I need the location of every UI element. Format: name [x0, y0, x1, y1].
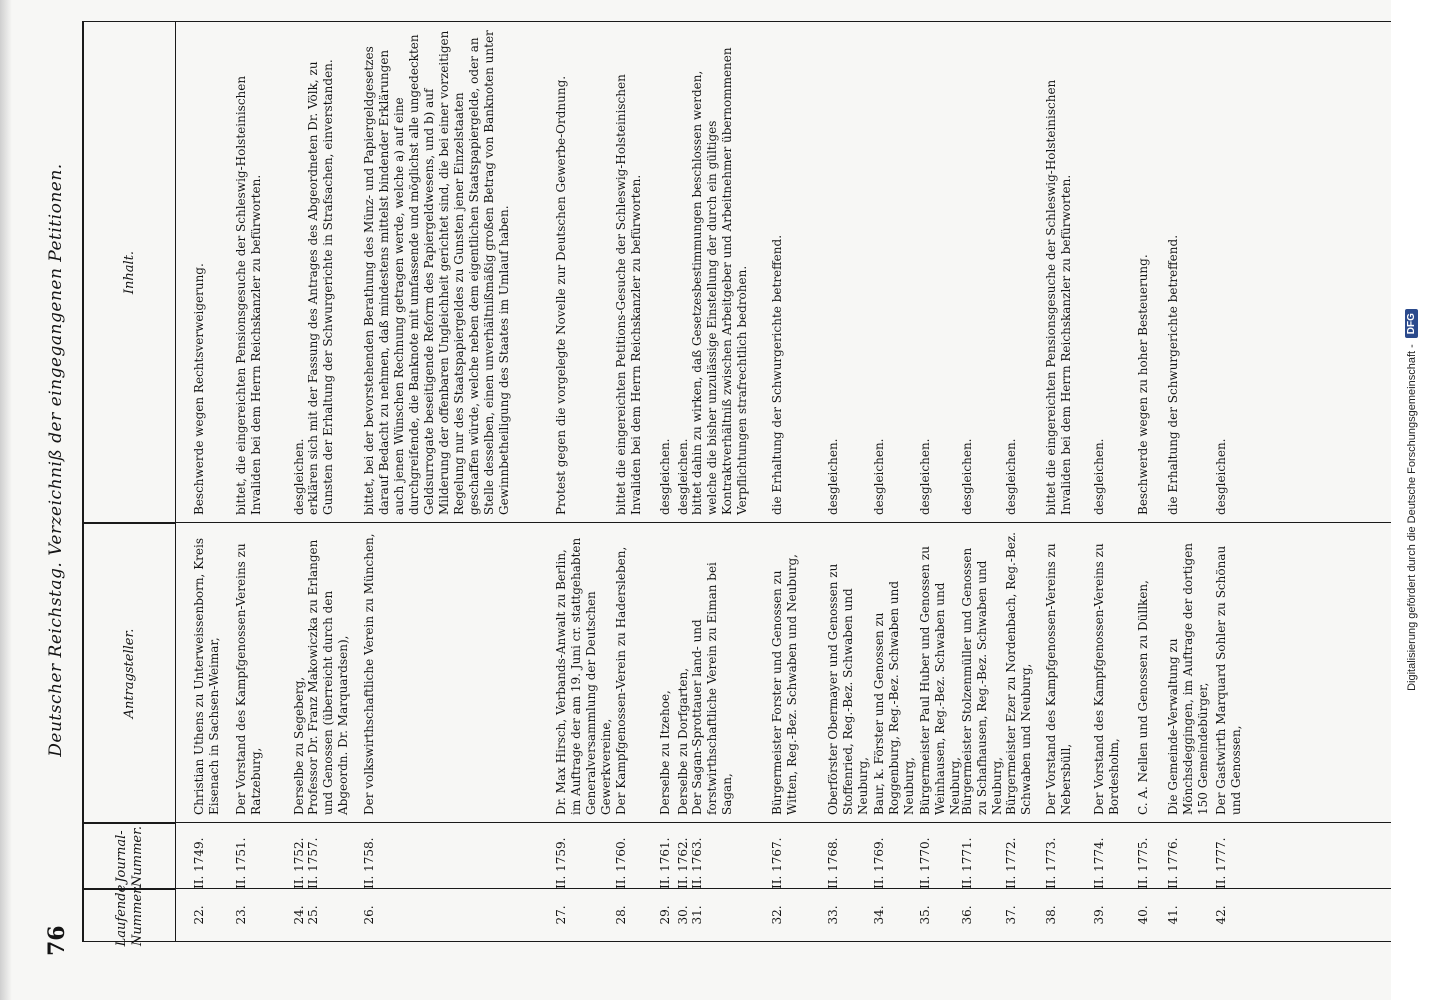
journal-number: II. 1767.	[770, 837, 784, 889]
table-row	[872, 21, 917, 941]
petition-table	[82, 21, 1402, 947]
petitioner: Bürgermeister Ezer zu Nordenbach, Reg.-Bez. Schwaben und Neuburg,	[1004, 532, 1033, 815]
row-number: 42.	[1214, 905, 1228, 925]
petitioner: C. A. Nellen und Genossen zu Düllken,	[1136, 580, 1150, 815]
table-row	[1004, 21, 1034, 941]
row-number: 33.	[826, 905, 840, 925]
row-number: 25.	[306, 905, 320, 925]
page-number: 76	[44, 925, 70, 956]
petitioner: Oberförster Obermayer und Genossen zu Stoffenried, Reg.-Bez. Schwaben und Neuburg,	[826, 563, 870, 815]
petitioner: Der Sagan-Sprottauer land- und forstwirthschaftliche Verein zu Eiman bei Sagan,	[690, 562, 734, 815]
petition-content: bittet dahin zu wirken, daß Gesetzesbestimmungen beschlossen werden, welche die bisher unzulässige Einstellung der durch ein gültiges Kontraktverhältniß zwischen Arbeitgeber und Arbeitnehmer übernommenen Verpflichtungen strafrechtlich bedrohen.	[690, 47, 749, 515]
journal-number: II. 1759.	[554, 837, 568, 889]
row-number: 29.	[658, 905, 672, 925]
petition-content: bittet die eingereichten Pensionsgesuche der Schleswig-Holsteinischen Invaliden bei dem Herrn Reichskanzler zu befürworten.	[1044, 79, 1073, 515]
petition-content: desgleichen.	[826, 438, 840, 515]
digitization-credit	[1391, 0, 1432, 1000]
table-row	[192, 21, 222, 941]
row-number: 23.	[234, 905, 248, 925]
petitioner: Derselbe zu Segeberg,	[292, 676, 306, 815]
journal-number: II. 1763.	[690, 837, 704, 889]
petition-content: desgleichen.	[658, 438, 672, 515]
petitioner: Professor Dr. Franz Makowiczka zu Erlangen und Genossen (überreicht durch den Abgeordn. Dr. Marquardsen),	[306, 539, 350, 815]
petitioner: Der Vorstand des Kampfgenossen-Vereins zu Nebersbüll,	[1044, 543, 1073, 815]
petition-content: desgleichen.	[918, 438, 932, 515]
petitioner: Derselbe zu Dorfgarten,	[676, 667, 690, 815]
petitioner: Bürgermeister Forster und Genossen zu Witten, Reg.-Bez. Schwaben und Neuburg,	[770, 554, 799, 815]
journal-number: II. 1749.	[192, 837, 206, 889]
journal-number: II. 1760.	[614, 837, 628, 889]
table-row	[1166, 21, 1211, 941]
row-number: 26.	[362, 905, 376, 925]
table-row	[1136, 21, 1151, 941]
petition-content: bittet, die eingereichten Pensionsgesuche der Schleswig-Holsteinischen Invaliden bei dem Herrn Reichskanzler zu befürworten.	[234, 75, 263, 515]
row-number: 32.	[770, 905, 784, 925]
petitioner: Der Gastwirth Marquard Sohler zu Schönau und Genossen,	[1214, 545, 1243, 815]
row-number: 34.	[872, 905, 886, 925]
table-row	[362, 21, 512, 941]
column-header-inhalt: Inhalt.	[84, 21, 176, 523]
petition-content: Beschwerde wegen zu hoher Besteuerung.	[1136, 254, 1150, 515]
petitioner: Baur, k. Förster und Genossen zu Roggenburg, Reg.-Bez. Schwaben und Neuburg,	[872, 580, 916, 815]
column-header-journal: Journal-Nummer.	[84, 823, 176, 889]
petitioner: Bürgermeister Stolzenmüller und Genossen zu Schafhausen, Reg.-Bez. Schwaben und Neuburg,	[960, 547, 1004, 815]
petitioner: Der Vorstand des Kampfgenossen-Vereins zu Ratzeburg,	[234, 543, 263, 815]
table-row	[614, 21, 644, 941]
petition-content: Beschwerde wegen Rechtsverweigerung.	[192, 263, 206, 515]
journal-number: II. 1775.	[1136, 837, 1150, 889]
row-number: 27.	[554, 905, 568, 925]
row-number: 39.	[1092, 905, 1106, 925]
journal-number: II. 1762.	[676, 837, 690, 889]
journal-number: II. 1773.	[1044, 837, 1058, 889]
journal-number: II. 1752.	[292, 837, 306, 889]
table-row	[306, 21, 351, 941]
petition-content: desgleichen.	[872, 438, 886, 515]
journal-number: II. 1776.	[1166, 837, 1180, 889]
row-number: 36.	[960, 905, 974, 925]
petitioner: Derselbe zu Itzehoe,	[658, 690, 672, 815]
petition-content: Protest gegen die vorgelegte Novelle zur Deutschen Gewerbe-Ordnung.	[554, 75, 568, 515]
petitioner: Der volkswirthschaftliche Verein zu München,	[362, 533, 376, 815]
table-row	[1214, 21, 1244, 941]
row-number: 30.	[676, 905, 690, 925]
row-number: 35.	[918, 905, 932, 925]
petition-content: desgleichen.	[676, 438, 690, 515]
journal-number: II. 1761.	[658, 837, 672, 889]
table-row	[690, 21, 750, 941]
row-number: 37.	[1004, 905, 1018, 925]
row-number: 31.	[690, 905, 704, 925]
journal-number: II. 1774.	[1092, 837, 1106, 889]
petition-content: erklären sich mit der Fassung des Antrages des Abgeordneten Dr. Völk, zu Gunsten der Erhaltung der Schwurgerichte in Strafsachen, einverstanden.	[306, 59, 335, 515]
journal-number: II. 1771.	[960, 837, 974, 889]
row-number: 38.	[1044, 905, 1058, 925]
journal-number: II. 1757.	[306, 837, 320, 889]
petition-content: die Erhaltung der Schwurgerichte betreffend.	[1166, 234, 1180, 515]
petition-content: bittet die eingereichten Petitions-Gesuche der Schleswig-Holsteinischen Invaliden bei dem Herrn Reichskanzler zu befürworten.	[614, 74, 643, 515]
table-row	[1044, 21, 1074, 941]
petitioner: Die Gemeinde-Verwaltung zu Mönchsdeggingen, im Auftrage der dortigen 150 Gemeindebürger,	[1166, 542, 1210, 815]
table-row	[234, 21, 264, 941]
table-row	[826, 21, 871, 941]
running-head	[38, 30, 78, 970]
journal-number: II. 1768.	[826, 837, 840, 889]
table-row	[554, 21, 614, 941]
row-number: 28.	[614, 905, 628, 925]
petition-content: desgleichen.	[1092, 438, 1106, 515]
petition-content: desgleichen.	[1004, 438, 1018, 515]
journal-number: II. 1772.	[1004, 837, 1018, 889]
table-row	[770, 21, 800, 941]
column-header-nr: Laufende Nummer.	[84, 889, 176, 941]
petitioner: Dr. Max Hirsch, Verbands-Anwalt zu Berlin, im Auftrage der am 19. Juni cr. stattgehabten Generalversammlung der Deutschen Gewerkvereine,	[554, 537, 613, 815]
petition-content: desgleichen.	[1214, 438, 1228, 515]
table-row	[658, 21, 673, 941]
table-row	[1092, 21, 1122, 941]
running-title: Deutscher Reichstag. Verzeichniß der eingegangenen Petitionen.	[46, 163, 66, 757]
petitioner: Der Vorstand des Kampfgenossen-Vereins zu Bordesholm,	[1092, 543, 1121, 815]
journal-number: II. 1777.	[1214, 837, 1228, 889]
column-header-antragsteller: Antragsteller.	[84, 523, 176, 823]
row-number: 40.	[1136, 905, 1150, 925]
journal-number: II. 1769.	[872, 837, 886, 889]
journal-number: II. 1770.	[918, 837, 932, 889]
petition-content: desgleichen.	[960, 438, 974, 515]
row-number: 41.	[1166, 905, 1180, 925]
journal-number: II. 1758.	[362, 837, 376, 889]
table-row	[292, 21, 307, 941]
journal-number: II. 1751.	[234, 837, 248, 889]
petition-content: die Erhaltung der Schwurgerichte betreffend.	[770, 234, 784, 515]
credit-text: Digitalisierung gefördert durch die Deutsche Forschungsgemeinschaft -	[1405, 344, 1418, 691]
petition-content: desgleichen.	[292, 438, 306, 515]
row-number: 24.	[292, 905, 306, 925]
table-row	[960, 21, 1005, 941]
petition-content: bittet, bei der bevorstehenden Berathung des Münz- und Papiergeldgesetzes darauf Bedacht zu nehmen, daß mindestens mittelst bindender Erklärungen auch jenen Wünschen Rechnung getragen werde, welche a) auf eine durchgreifende, die Banknote mit umfassende und möglichst alle ungedeckten Geldsurrogate beseitigende Reform des Papiergeldwesens, und b) auf Milderung der offenbaren Ungleichheit gerichtet sind, die bei einer vorzeitigen Regelung nur des Staatspapiergeldes zu Gunsten jener Einzelstaaten geschaffen würde, welche neben dem eigentlichen Staatspapiergelde, oder an Stelle desselben, einen unverhältnißmäßig großen Betrag von Banknoten unter Gewinnbetheiligung des Staates im Umlauf haben.	[362, 30, 511, 515]
petitioner: Der Kampfgenossen-Verein zu Hadersleben,	[614, 546, 628, 815]
row-number: 22.	[192, 905, 206, 925]
petitioner: Bürgermeister Paul Huber und Genossen zu Weinhausen, Reg.-Bez. Schwaben und Neuburg,	[918, 546, 962, 815]
petitioner: Christian Uthens zu Unterweissenborn, Kreis Eisenach in Sachsen-Weimar,	[192, 538, 221, 815]
table-row	[918, 21, 963, 941]
dfg-logo: DFG	[1405, 309, 1418, 338]
table-row	[676, 21, 691, 941]
